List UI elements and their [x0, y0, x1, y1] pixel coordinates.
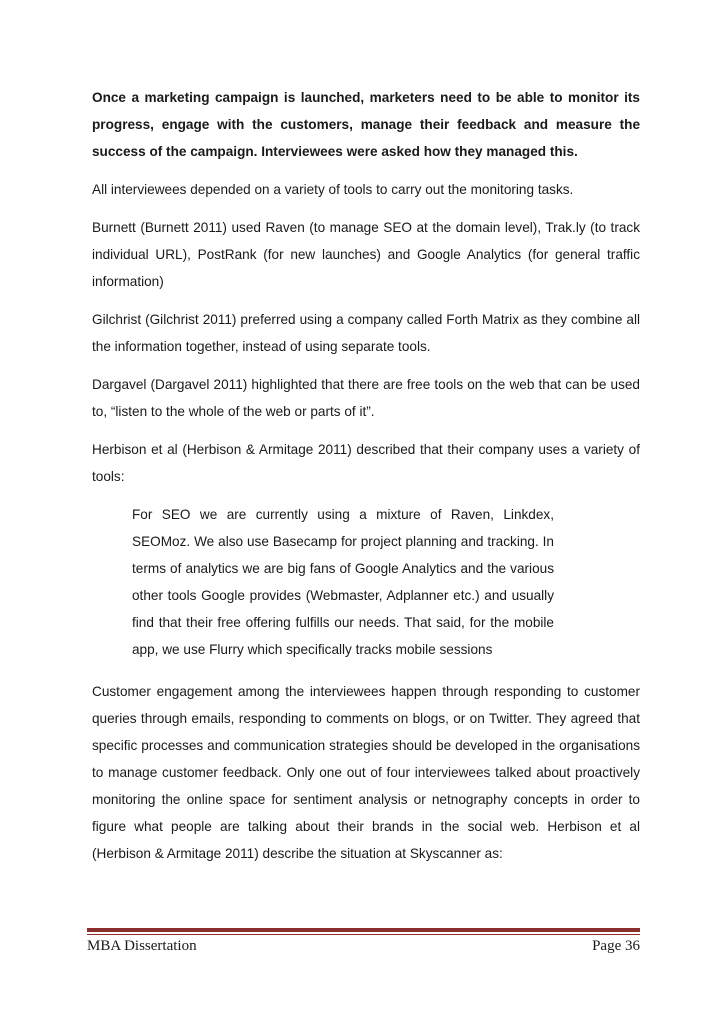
block-quote: For SEO we are currently using a mixture of Raven, Linkdex, SEOMoz. We also use Basecamp for project planning and tracking. In terms of analytics we are big fans of Google Analytics and the various other tools Google provides (Webmaster, Adplanner etc.) and usually find that their free offering fulfills our needs. That said, for the mobile app, we use Flurry which specifically tracks mobile sessions [132, 507, 554, 657]
tools-paragraph: All interviewees depended on a variety of tools to carry out the monitoring tasks. [92, 182, 574, 197]
gilchrist-paragraph: Gilchrist (Gilchrist 2011) preferred using a company called Forth Matrix as they combine all the information together, instead of using separate tools. [92, 312, 640, 354]
engagement-paragraph: Customer engagement among the interviewees happen through responding to customer queries through emails, responding to comments on blogs, or on Twitter. They agreed that specific processes and communication strategies should be developed in the organisations to manage customer feedback. Only one out of four interviewees talked about proactively monitoring the online space for sentiment analysis or netnography concepts in order to figure what people are talking about their brands in the social web. Herbison et al (Herbison & Armitage 2011) describe the situation at Skyscanner as: [92, 684, 640, 861]
burnett-paragraph: Burnett (Burnett 2011) used Raven (to manage SEO at the domain level), Trak.ly (to track individual URL), PostRank (for new launches) and Google Analytics (for general traffic information) [92, 220, 640, 289]
page-number: Page 36 [592, 938, 640, 954]
footer-title: MBA Dissertation [87, 938, 197, 954]
intro-paragraph: Once a marketing campaign is launched, marketers need to be able to monitor its progress, engage with the customers, manage their feedback and measure the success of the campaign. Interviewees were asked how they managed this. [92, 90, 640, 159]
footer-rule-thin [87, 934, 640, 935]
dargavel-paragraph: Dargavel (Dargavel 2011) highlighted that there are free tools on the web that can be used to, “listen to the whole of the web or parts of it”. [92, 377, 640, 419]
herbison-paragraph: Herbison et al (Herbison & Armitage 2011) described that their company uses a variety of tools: [92, 442, 640, 484]
page-footer [87, 938, 640, 955]
footer-rule [87, 928, 640, 932]
page-body [92, 84, 640, 878]
